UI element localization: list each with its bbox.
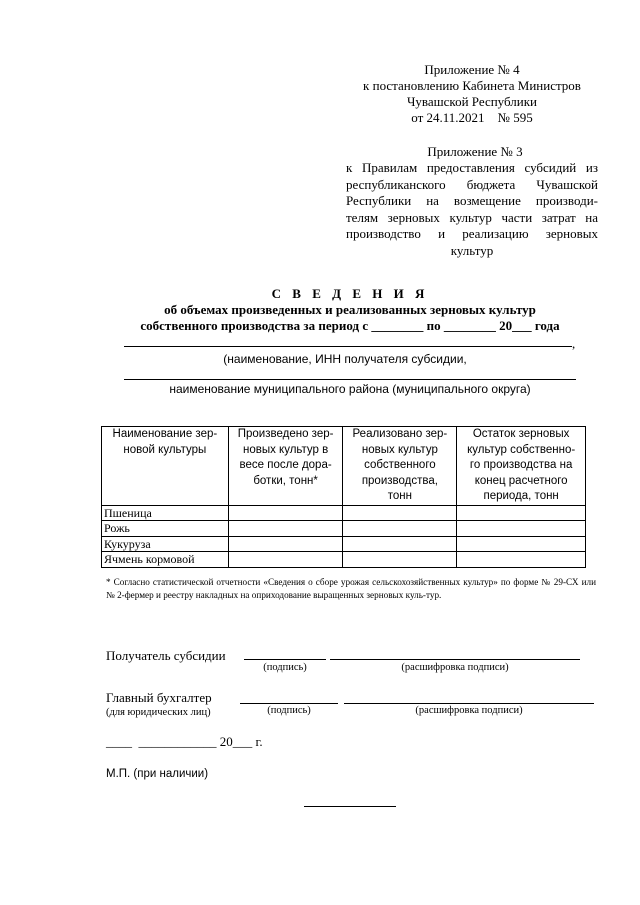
remaining-cell[interactable] [457, 505, 586, 521]
header-text: Произведено зер- [237, 428, 334, 440]
appendix-3-line: производство и реализацию зерновых [346, 226, 598, 241]
crop-name-cell: Кукуруза [102, 536, 229, 552]
sold-cell[interactable] [343, 536, 457, 552]
footnote: * Согласно статистической отчетности «Сведения о сборе урожая сельскохозяйственных культур» по форме № 29-СХ или № 2-фермер и реестру накладных на оприходование выращенных зерновых куль-тур. [106, 577, 596, 600]
header-text: культур собственно- [467, 443, 576, 456]
remaining-cell[interactable] [457, 552, 586, 568]
crop-name-cell: Пшеница [102, 505, 229, 521]
header-remaining [457, 427, 586, 506]
header-text: собственного [364, 459, 436, 471]
district-caption: наименование муниципального района (муниципального округа) [169, 382, 531, 396]
sold-cell[interactable] [343, 521, 457, 537]
sold-cell[interactable] [343, 552, 457, 568]
crop-name-cell: Ячмень кормовой [102, 552, 229, 568]
header-text: тонн [387, 490, 412, 502]
header-text: новых культур [361, 443, 438, 456]
header-text: конец расчетного [474, 474, 568, 487]
produced-cell[interactable] [228, 552, 343, 568]
district-name-line[interactable] [124, 379, 576, 380]
document-subtitle [100, 302, 600, 334]
accountant-sign-line[interactable] [240, 703, 338, 704]
recipient-name-line[interactable] [124, 346, 572, 347]
appendix-4-number: Приложение № 4 [424, 62, 520, 77]
accountant-signature-label: Главный бухгалтер [106, 690, 212, 705]
table-row [102, 505, 586, 521]
produced-cell[interactable] [228, 521, 343, 537]
produced-cell[interactable] [228, 505, 343, 521]
date-line[interactable]: ____ ____________ 20___ г. [106, 734, 263, 749]
produced-cell[interactable] [228, 536, 343, 552]
header-text: новой культуры [123, 443, 207, 456]
accountant-decode-line[interactable] [344, 703, 594, 704]
appendix-3-line: Республики на возмещение производи- [346, 193, 598, 208]
appendix-3-number: Приложение № 3 [427, 144, 523, 159]
appendix-3-text [346, 160, 598, 259]
header-produced [228, 427, 343, 506]
table-row [102, 552, 586, 568]
appendix-4-republic: Чувашской Республики [406, 94, 538, 109]
appendix-3-line: телям зерновых культур части затрат на [346, 209, 598, 225]
header-text: производства, [361, 474, 438, 487]
stamp-label: М.П. (при наличии) [106, 768, 209, 780]
appendix-3-line: к Правилам предоставления субсидий из [346, 160, 598, 175]
header-text: весе после дора- [239, 459, 332, 471]
recipient-decode-caption: (расшифровка подписи) [401, 662, 509, 673]
header-text: Реализовано зер- [352, 428, 448, 440]
remaining-cell[interactable] [457, 521, 586, 537]
header-text: Остаток зерновых [472, 428, 570, 440]
recipient-line-comma: , [572, 336, 576, 351]
recipient-caption: (наименование, ИНН получателя субсидии, [223, 352, 467, 366]
sold-cell[interactable] [343, 505, 457, 521]
header-sold [343, 427, 457, 506]
accountant-decode-caption: (расшифровка подписи) [415, 705, 523, 716]
appendix-4-date: от 24.11.2021 № 595 [411, 110, 533, 125]
recipient-sign-line[interactable] [244, 659, 326, 660]
recipient-sign-caption: (подпись) [263, 662, 307, 673]
appendix-3-line: республиканского бюджета Чувашской [346, 176, 598, 192]
subtitle-line-1: об объемах произведенных и реализованных зерновых культур [164, 302, 536, 317]
accountant-subcaption: (для юридических лиц) [106, 707, 211, 718]
accountant-sign-caption: (подпись) [267, 705, 311, 716]
header-text: Наименование зер- [112, 428, 218, 440]
header-text: го производства на [469, 459, 573, 471]
header-crop-name [102, 427, 229, 506]
document-title: С В Е Д Е Н И Я [271, 286, 429, 301]
recipient-signature-label: Получатель субсидии [106, 648, 226, 663]
appendix-4-block [350, 62, 594, 126]
appendix-3-line: культур [450, 242, 494, 258]
table-row [102, 521, 586, 537]
header-text: периода, тонн [483, 490, 559, 502]
crop-name-cell: Рожь [102, 521, 229, 537]
grain-data-table [101, 426, 586, 568]
header-text: новых культур в [242, 443, 329, 456]
header-text: ботки, тонн* [253, 474, 318, 487]
appendix-4-decree: к постановлению Кабинета Министров [363, 78, 581, 93]
bottom-separator-line [304, 806, 396, 807]
subtitle-line-2: собственного производства за период с ________ по ________ 20___ года [140, 318, 560, 333]
remaining-cell[interactable] [457, 536, 586, 552]
table-row [102, 536, 586, 552]
recipient-decode-line[interactable] [330, 659, 580, 660]
